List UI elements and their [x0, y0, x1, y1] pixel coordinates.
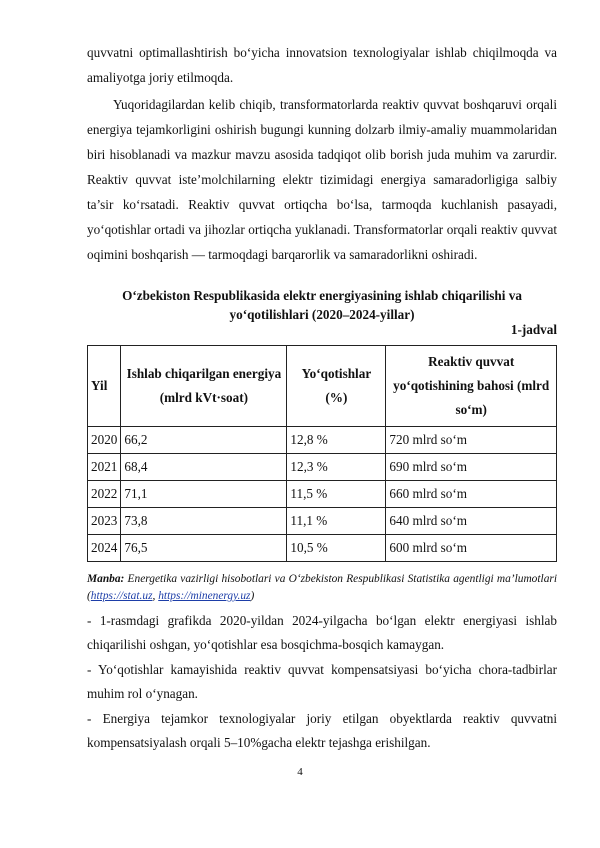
cell-production: 73,8: [121, 508, 287, 535]
table-row: [88, 481, 557, 508]
source-text: Energetika vazirligi hisobotlari va O‘zbekiston Respublikasi Statistika agentligi ma’lumotlari (: [87, 573, 557, 602]
page-number: 4: [297, 766, 303, 778]
cell-production: 71,1: [121, 481, 287, 508]
cell-year: 2024: [88, 535, 121, 562]
source-note: [87, 571, 557, 605]
header-year: Yil: [88, 346, 121, 427]
source-close: ): [250, 590, 255, 602]
table-header-row: [88, 346, 557, 427]
table-row: [88, 427, 557, 454]
table-title: O‘zbekiston Respublikasida elektr energiyasining ishlab chiqarilishi va yo‘qotilishlari (2020–2024-yillar): [122, 288, 522, 322]
table-number: 1-jadval: [510, 322, 557, 337]
source-label: Manba:: [87, 573, 125, 585]
bullet-item: - Energiya tejamkor texnologiyalar joriy etilgan obyektlarda reaktiv quvvatni kompensatsiyalash orqali 5–10%gacha elektr tejashga erishilgan.: [87, 711, 557, 750]
cell-production: 66,2: [121, 427, 287, 454]
table-row: [88, 535, 557, 562]
cell-cost: 660 mlrd so‘m: [386, 481, 557, 508]
cell-year: 2022: [88, 481, 121, 508]
stat-link[interactable]: https://stat.uz: [90, 590, 153, 602]
header-losses: Yo‘qotishlar (%): [287, 346, 386, 427]
cell-cost: 690 mlrd so‘m: [386, 454, 557, 481]
cell-losses: 11,5 %: [287, 481, 386, 508]
cell-losses: 12,8 %: [287, 427, 386, 454]
paragraph-main: Yuqoridagilardan kelib chiqib, transformatorlarda reaktiv quvvat boshqaruvi orqali energiya tejamkorligini oshirish bugungi kunning dolzarb ilmiy-amaliy muammolaridan biri hisoblanadi va mazkur mavzu asosida tadqiqot olib borish juda muhim va zarurdir. Reaktiv quvvat iste’molchilarning elektr tizimidagi energiya samaradorligiga salbiy ta’sir ko‘rsatadi. Reaktiv quvvat ortiqcha bo‘lsa, tarmoqda kuchlanish pasayadi, yo‘qotishlar ortadi va jihozlar ortiqcha yuklanadi. Transformatorlar orqali reaktiv quvvat oqimini boshqarish — tarmoqdagi barqarorlik va samaradorlikni oshiradi.: [87, 97, 557, 262]
cell-losses: 12,3 %: [287, 454, 386, 481]
cell-cost: 720 mlrd so‘m: [386, 427, 557, 454]
table-row: [88, 454, 557, 481]
header-production: Ishlab chiqarilgan energiya (mlrd kVt·soat): [121, 346, 287, 427]
bullet-item: - 1-rasmdagi grafikda 2020-yildan 2024-yilgacha bo‘lgan elektr energiyasi ishlab chiqarilishi oshgan, yo‘qotishlar esa bosqichma-bosqich kamaygan.: [87, 613, 557, 652]
cell-cost: 600 mlrd so‘m: [386, 535, 557, 562]
paragraph-intro: quvvatni optimallashtirish bo‘yicha innovatsion texnologiyalar ishlab chiqilmoqda va amaliyotga joriy etilmoqda.: [87, 45, 557, 85]
cell-cost: 640 mlrd so‘m: [386, 508, 557, 535]
table-row: [88, 508, 557, 535]
cell-year: 2020: [88, 427, 121, 454]
cell-production: 68,4: [121, 454, 287, 481]
minenergy-link[interactable]: https://minenergy.uz: [158, 590, 251, 602]
cell-production: 76,5: [121, 535, 287, 562]
source-separator: ,: [152, 590, 159, 602]
data-table: [87, 345, 557, 562]
bullet-item: - Yo‘qotishlar kamayishida reaktiv quvvat kompensatsiyasi bo‘yicha chora-tadbirlar muhim rol o‘ynagan.: [87, 662, 557, 701]
cell-losses: 11,1 %: [287, 508, 386, 535]
cell-losses: 10,5 %: [287, 535, 386, 562]
cell-year: 2023: [88, 508, 121, 535]
cell-year: 2021: [88, 454, 121, 481]
header-reactive-cost: Reaktiv quvvat yo‘qotishining bahosi (mlrd so‘m): [386, 346, 557, 427]
